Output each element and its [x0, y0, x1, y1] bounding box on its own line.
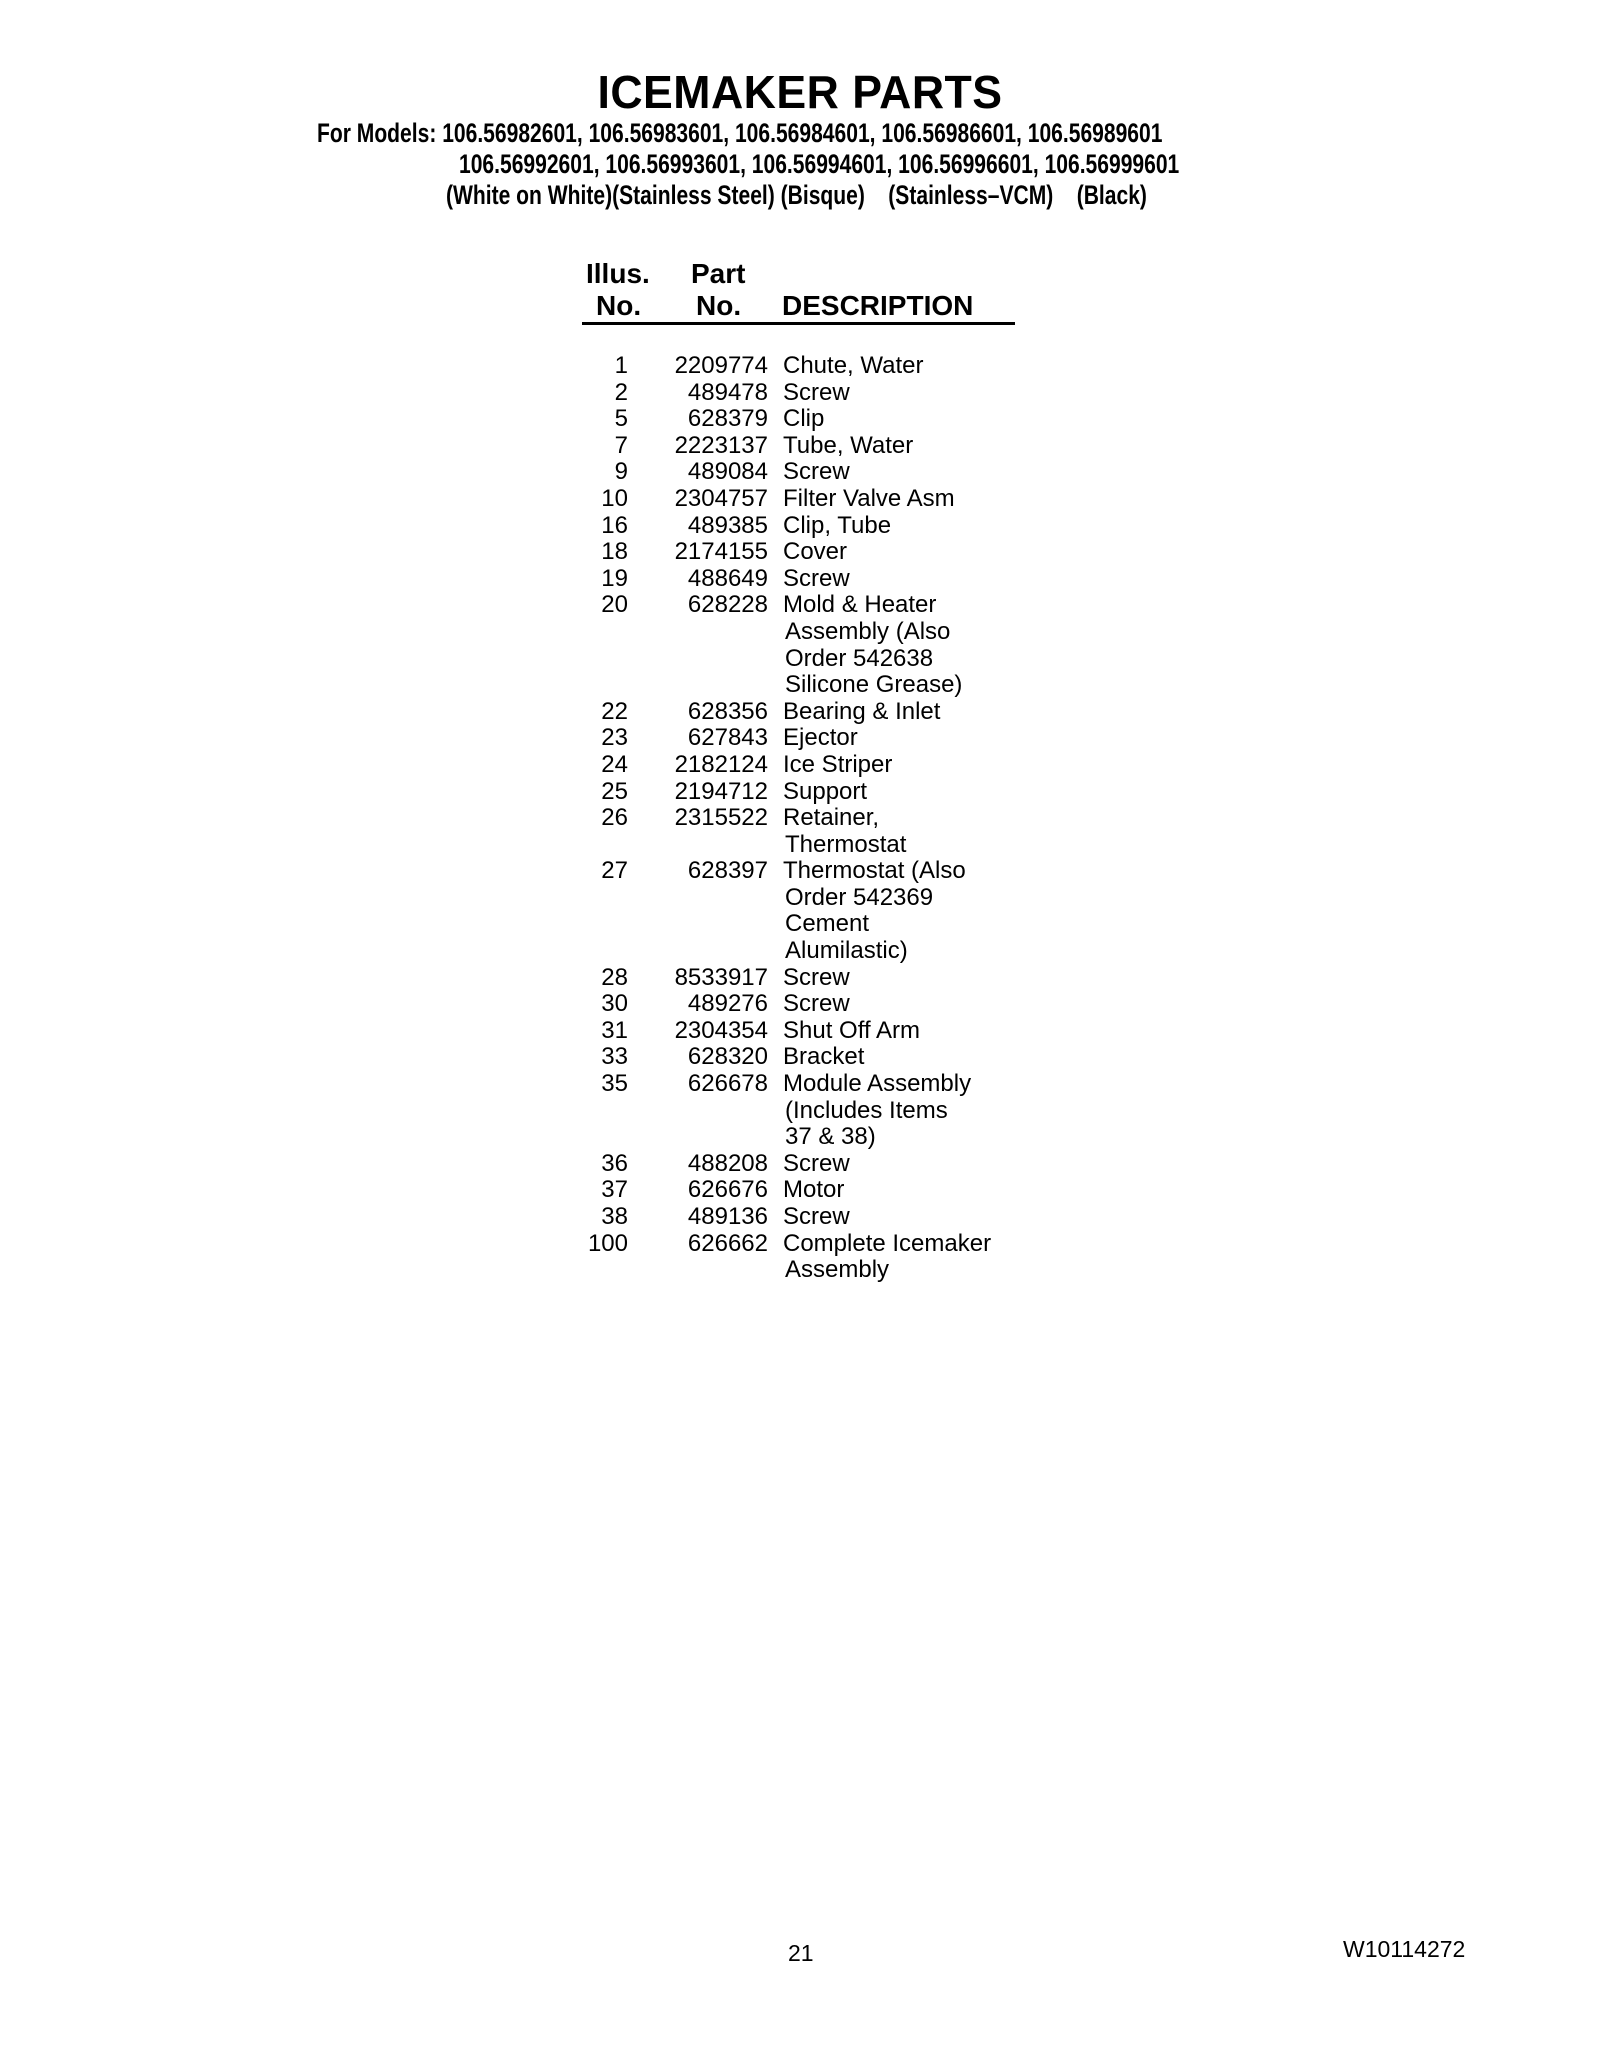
part-number: 626676 [687, 1176, 768, 1204]
illus-number: 9 [614, 458, 628, 486]
part-number: 2209774 [674, 352, 768, 379]
header-description: DESCRIPTION [782, 290, 974, 321]
part-description: Cover [783, 538, 848, 566]
table-row-continuation [0, 619, 1600, 646]
part-number: 626678 [687, 1070, 768, 1098]
header-illus-bottom: No. [596, 290, 642, 321]
part-description: Motor [783, 1176, 845, 1204]
table-row [0, 752, 1600, 779]
table-row-continuation [0, 1257, 1600, 1284]
part-number: 489084 [687, 458, 768, 486]
part-description: Clip [783, 405, 825, 433]
part-description: Ejector [783, 724, 858, 752]
part-description: Screw [783, 564, 850, 592]
table-row [0, 380, 1600, 407]
table-row [0, 858, 1600, 885]
illus-number: 1 [614, 352, 628, 379]
part-number: 489385 [687, 511, 768, 539]
table-row-continuation [0, 672, 1600, 699]
page-number: 21 [788, 1940, 814, 1966]
illus-number: 30 [601, 990, 628, 1018]
part-description: Screw [783, 1203, 850, 1230]
part-description: Order 542369 [785, 883, 934, 911]
part-description: Order 542638 [785, 644, 934, 672]
illus-number: 37 [601, 1176, 628, 1204]
illus-number: 16 [601, 511, 628, 539]
part-description: Alumilastic) [785, 937, 908, 965]
illus-number: 33 [601, 1043, 628, 1071]
part-number: 2174155 [674, 538, 768, 566]
illus-number: 2 [614, 378, 628, 406]
part-description: Shut Off Arm [783, 1016, 920, 1044]
part-description: Screw [783, 378, 850, 406]
illus-number: 27 [601, 857, 628, 885]
part-description: (Includes Items [785, 1096, 948, 1124]
table-row [0, 406, 1600, 433]
models-line-2: 106.56992601, 106.56993601, 106.56994601, 106.56996601, 106.56999601 [459, 149, 1180, 179]
illus-number: 20 [601, 591, 628, 619]
table-row [0, 1231, 1600, 1258]
part-number: 2304354 [674, 1016, 768, 1044]
page-title: ICEMAKER PARTS [597, 66, 1003, 118]
table-row-continuation [0, 1124, 1600, 1151]
models-finish-line: (White on White)(Stainless Steel) (Bisque) (Stainless–VCM) (Black) [446, 180, 1147, 210]
part-description: Complete Icemaker [783, 1229, 992, 1257]
part-description: Assembly (Also [785, 617, 951, 645]
illus-number: 10 [601, 484, 628, 512]
models-line-1: For Models: 106.56982601, 106.56983601, 106.56984601, 106.56986601, 106.56989601 [317, 118, 1163, 148]
part-description: Support [783, 777, 868, 805]
part-description: Bearing & Inlet [783, 697, 941, 725]
part-number: 489276 [687, 990, 768, 1018]
table-row [0, 699, 1600, 726]
header-illus-top: Illus. [586, 258, 650, 289]
illus-number: 23 [601, 724, 628, 752]
table-row-continuation [0, 832, 1600, 859]
part-description: Thermostat [785, 830, 907, 858]
illus-number: 36 [601, 1149, 628, 1177]
part-number: 2223137 [674, 431, 768, 459]
illus-number: 19 [601, 564, 628, 592]
table-row-continuation [0, 1098, 1600, 1125]
part-description: Screw [783, 963, 850, 991]
table-row [0, 1071, 1600, 1098]
part-description: Clip, Tube [783, 511, 892, 539]
part-number: 2194712 [674, 777, 768, 805]
table-row [0, 1177, 1600, 1204]
table-row [0, 725, 1600, 752]
table-row [0, 486, 1600, 513]
table-row [0, 592, 1600, 619]
part-description: Mold & Heater [783, 591, 937, 619]
part-description: Assembly [785, 1256, 890, 1284]
part-description: Screw [783, 1149, 850, 1177]
part-description: Bracket [783, 1043, 865, 1071]
illus-number: 25 [601, 777, 628, 805]
table-row [0, 1044, 1600, 1071]
illus-number: 7 [614, 431, 628, 459]
table-row [0, 991, 1600, 1018]
illus-number: 22 [601, 697, 628, 725]
table-row-continuation [0, 911, 1600, 938]
part-number: 2304757 [674, 484, 768, 512]
part-description: Screw [783, 990, 850, 1018]
part-number: 488649 [687, 564, 768, 592]
part-description: Module Assembly [783, 1070, 972, 1098]
table-row [0, 1204, 1600, 1231]
table-row-continuation [0, 646, 1600, 673]
part-description: Thermostat (Also [783, 857, 966, 885]
table-row [0, 566, 1600, 593]
parts-table [0, 353, 1600, 1284]
table-row [0, 513, 1600, 540]
table-row [0, 433, 1600, 460]
part-number: 2315522 [674, 804, 768, 832]
illus-number: 31 [601, 1016, 628, 1044]
part-number: 8533917 [674, 963, 768, 991]
illus-number: 100 [587, 1229, 628, 1257]
illus-number: 5 [614, 405, 628, 433]
document-code: W10114272 [1343, 1936, 1466, 1962]
part-number: 628320 [687, 1043, 768, 1071]
part-number: 488208 [687, 1149, 768, 1177]
table-row-continuation [0, 885, 1600, 912]
header-rule [582, 322, 1015, 325]
part-number: 489136 [687, 1203, 768, 1230]
part-number: 627843 [687, 724, 768, 752]
table-row [0, 459, 1600, 486]
illus-number: 26 [601, 804, 628, 832]
part-description: 37 & 38) [785, 1123, 876, 1151]
part-description: Tube, Water [783, 431, 914, 459]
table-row [0, 805, 1600, 832]
illus-number: 28 [601, 963, 628, 991]
table-row-continuation [0, 938, 1600, 965]
part-number: 628356 [687, 697, 768, 725]
part-number: 628397 [687, 857, 768, 885]
part-number: 626662 [687, 1229, 768, 1257]
part-description: Screw [783, 458, 850, 486]
illus-number: 24 [601, 750, 628, 778]
part-description: Retainer, [783, 804, 880, 832]
table-row [0, 965, 1600, 992]
table-row [0, 1151, 1600, 1178]
part-description: Silicone Grease) [785, 671, 963, 699]
header-part-top: Part [691, 258, 746, 289]
header-part-bottom: No. [696, 290, 742, 321]
part-number: 628379 [687, 405, 768, 433]
illus-number: 38 [601, 1203, 628, 1230]
illus-number: 18 [601, 538, 628, 566]
part-number: 628228 [687, 591, 768, 619]
part-description: Ice Striper [783, 750, 893, 778]
table-row [0, 1018, 1600, 1045]
part-description: Cement [785, 910, 870, 938]
part-description: Filter Valve Asm [783, 484, 955, 512]
part-description: Chute, Water [783, 352, 924, 379]
part-number: 2182124 [674, 750, 768, 778]
illus-number: 35 [601, 1070, 628, 1098]
table-row [0, 539, 1600, 566]
table-row [0, 353, 1600, 380]
part-number: 489478 [687, 378, 768, 406]
table-row [0, 779, 1600, 806]
